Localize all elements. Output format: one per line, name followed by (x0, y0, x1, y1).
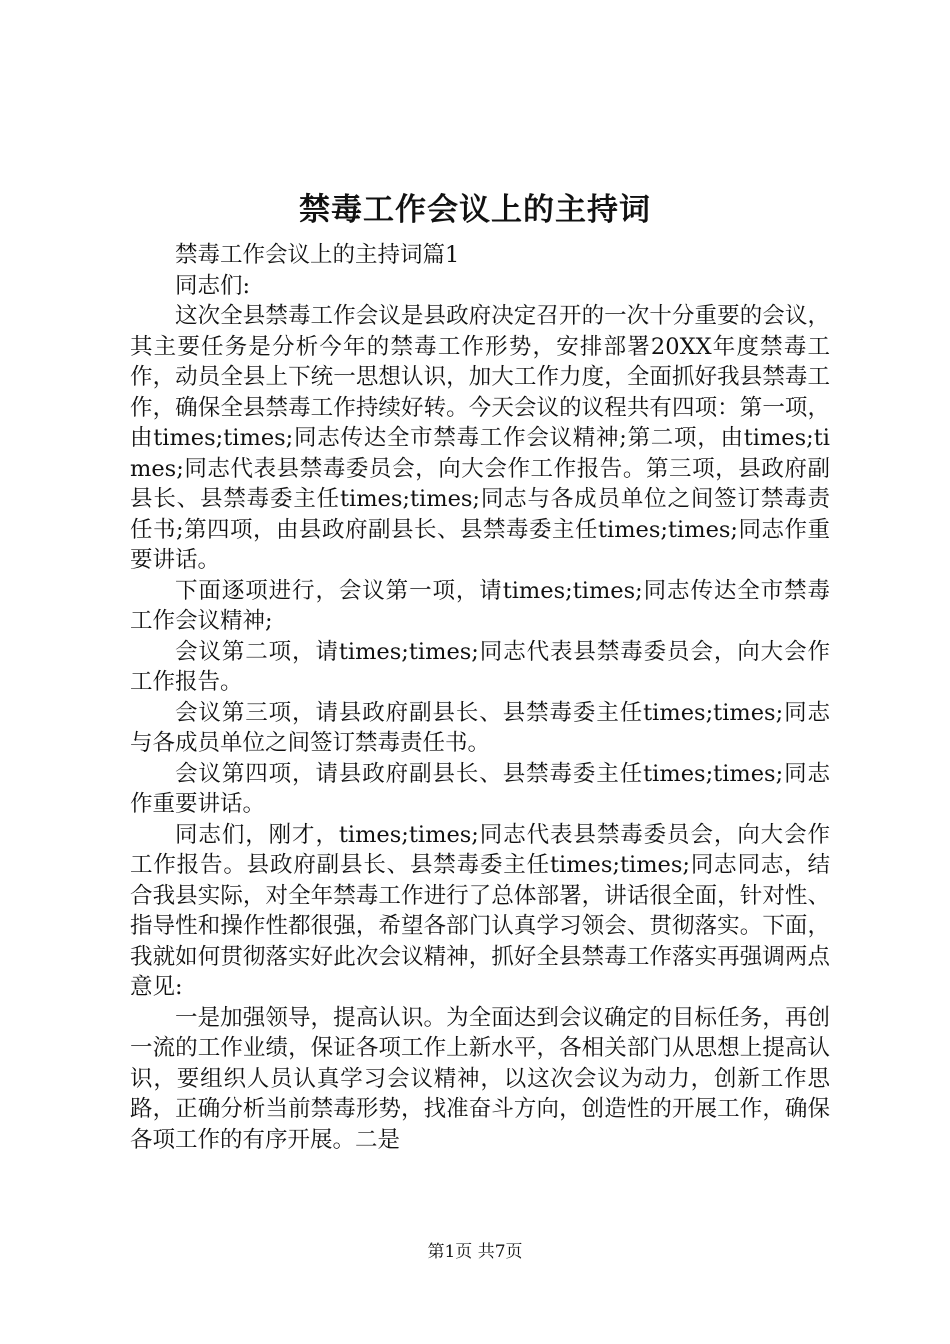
paragraph-item-3: 会议第三项，请县政府副县长、县禁毒委主任times;times;同志与各成员单位之间签订禁毒责任书。 (130, 699, 830, 756)
paragraph-item-1: 下面逐项进行，会议第一项，请times;times;同志传达全市禁毒工作会议精神; (130, 577, 830, 634)
page-footer: 第1页 共7页 (427, 1242, 523, 1262)
paragraph-intro: 这次全县禁毒工作会议是县政府决定召开的一次十分重要的会议，其主要任务是分析今年的禁毒工作形势，安排部署20XX年度禁毒工作，动员全县上下统一思想认识，加大工作力度，全面抓好我县禁毒工作，确保全县禁毒工作持续好转。今天会议的议程共有四项：第一项，由times;times;同志传达全市禁毒工作会议精神;第二项，由times;times;同志代表县禁毒委员会，向大会作工作报告。第三项，县政府副县长、县禁毒委主任times;times;同志与各成员单位之间签订禁毒责任书;第四项，由县政府副县长、县禁毒委主任times;times;同志作重要讲话。 (130, 303, 830, 573)
paragraph-heading: 禁毒工作会议上的主持词篇1 (175, 242, 460, 268)
document-title: 禁毒工作会议上的主持词 (299, 192, 651, 228)
paragraph-item-4: 会议第四项，请县政府副县长、县禁毒委主任times;times;同志作重要讲话。 (130, 760, 830, 817)
paragraph-summary: 同志们，刚才，times;times;同志代表县禁毒委员会，向大会作工作报告。县政府副县长、县禁毒委主任times;times;同志同志，结合我县实际，对全年禁毒工作进行了总体部署，讲话很全面，针对性、指导性和操作性都很强，希望各部门认真学习领会、贯彻落实。下面，我就如何贯彻落实好此次会议精神，抓好全县禁毒工作落实再强调两点意见: (130, 821, 830, 1000)
paragraph-salutation: 同志们: (175, 272, 251, 299)
document-body (130, 240, 830, 1155)
paragraph-point-1: 一是加强领导，提高认识。为全面达到会议确定的目标任务，再创一流的工作业绩，保证各项工作上新水平，各相关部门从思想上提高认识，要组织人员认真学习会议精神，以这次会议为动力，创新工作思路，正确分析当前禁毒形势，找准奋斗方向，创造性的开展工作，确保各项工作的有序开展。二是 (130, 1004, 830, 1153)
paragraph-item-2: 会议第二项，请times;times;同志代表县禁毒委员会，向大会作工作报告。 (130, 638, 830, 695)
